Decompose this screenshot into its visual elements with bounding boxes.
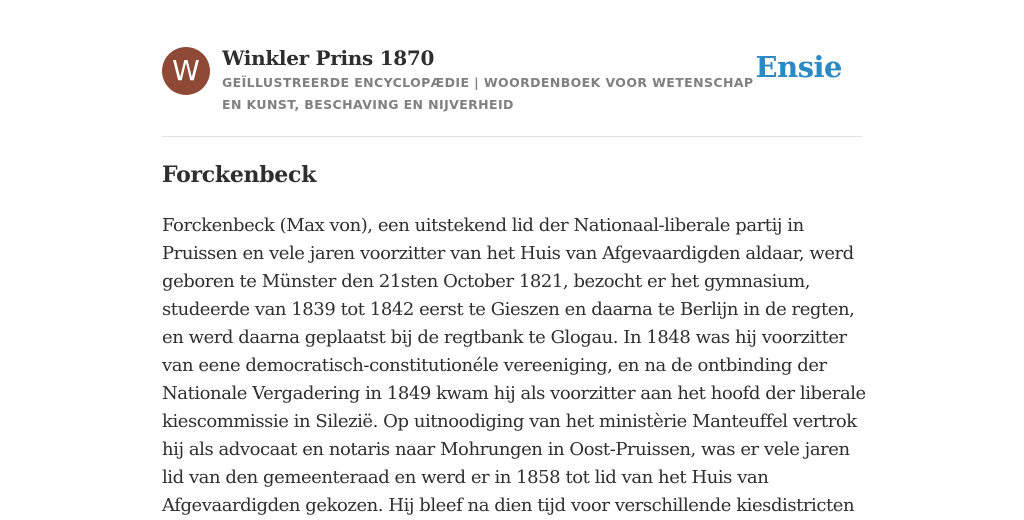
source-subtitle: GEÏLLUSTREERDE ENCYCLOPÆDIE | WOORDENBOEK VOOR WETENSCHAP EN KUNST, BESCHAVING EN NIJVERHEID [222, 75, 754, 112]
page [162, 0, 866, 516]
source-info [222, 44, 762, 116]
header [162, 0, 862, 137]
article-body: Forckenbeck (Max von), een uitstekend lid der Nationaal-liberale partij in Pruissen en vele jaren voorzitter van het Huis van Afgevaardigden aldaar, werd geboren te Münster den 21sten October 1821, bezocht er het gymnasium, studeerde van 1839 tot 1842 eerst te Gieszen en daarna te Berlijn in de regten, en werd daarna geplaatst bij de regtbank te Glogau. In 1848 was hij voorzitter van eene democratisch-constitutionéle vereeniging, en na de ontbinding der Nationale Vergadering in 1849 kwam hij als voorzitter aan het hoofd der liberale kiescommissie in Silezië. Op uitnoodiging van het ministèrie Manteuffel vertrok hij als advocaat en notaris naar Mohrungen in Oost-Pruissen, was er vele jaren lid van den gemeenteraad en werd er in 1858 tot lid van het Huis van Afgevaardigden gekozen. Hij bleef na dien tijd voor verschillende kiesdistricten [162, 215, 866, 516]
ensie-logo[interactable]: Ensie [755, 50, 842, 84]
article-title: Forckenbeck [162, 162, 317, 188]
source-title[interactable]: Winkler Prins 1870 [222, 46, 435, 70]
avatar[interactable]: W [162, 47, 210, 95]
